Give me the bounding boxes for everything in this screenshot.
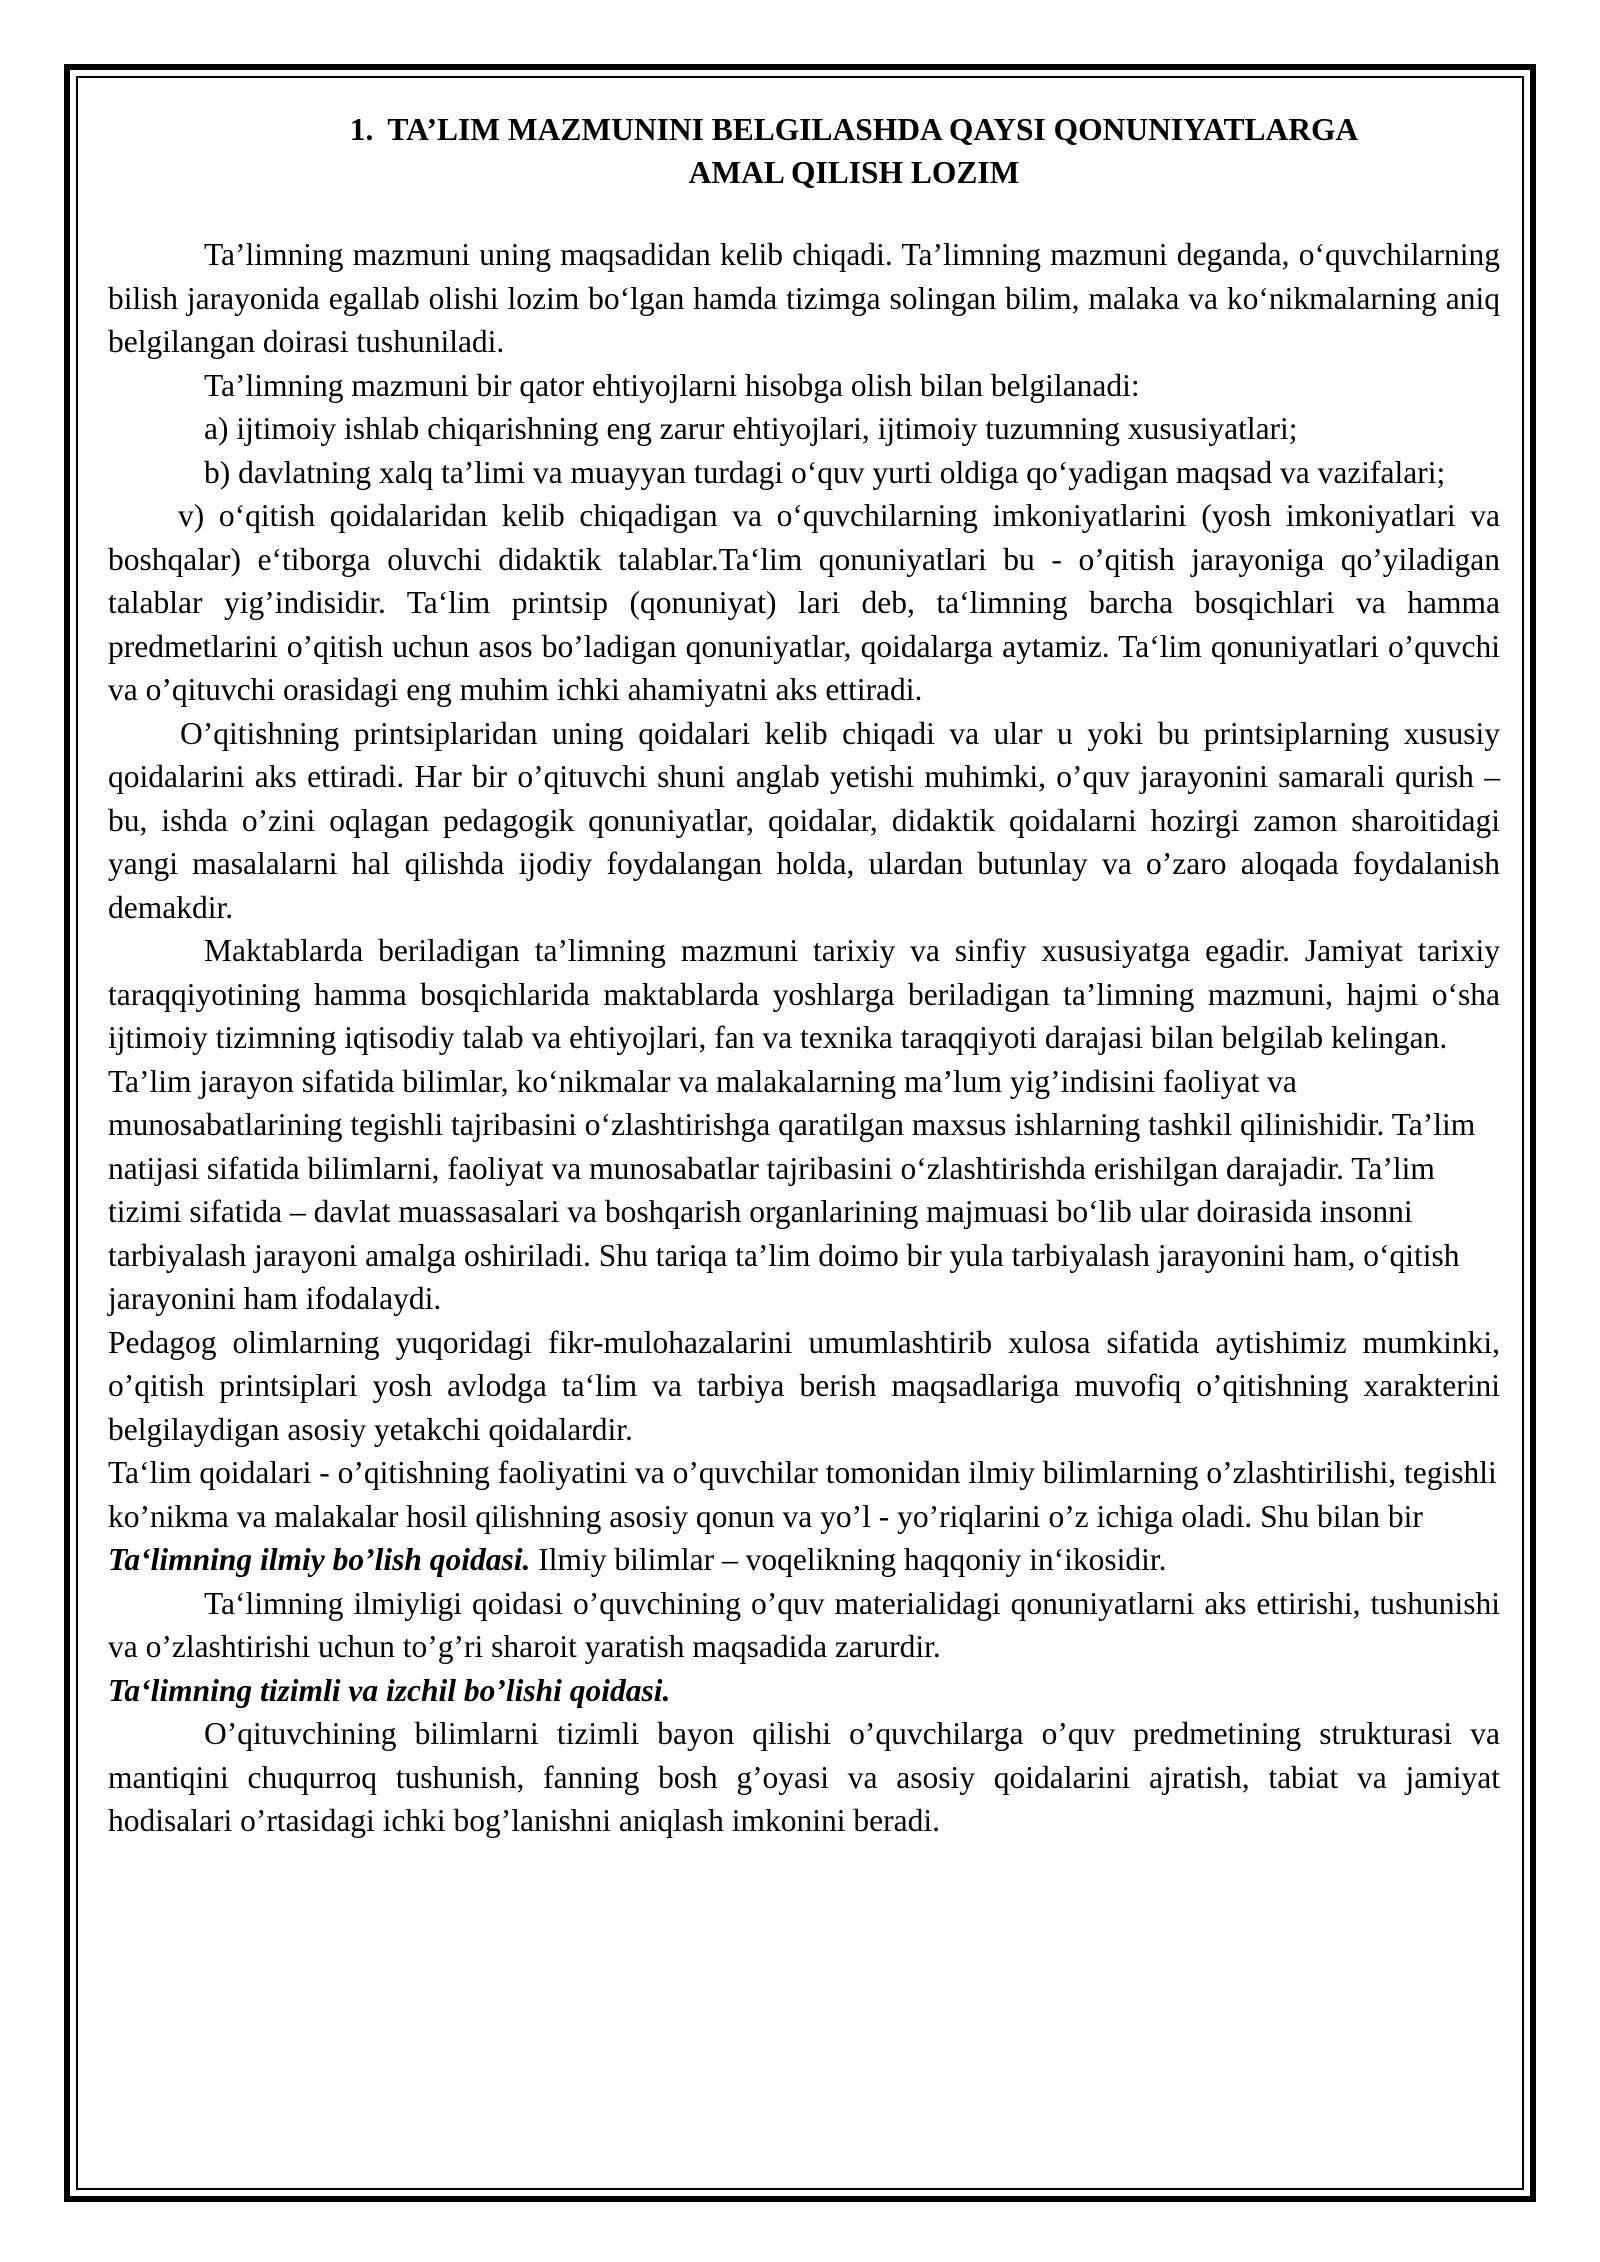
- section-1: [108, 1538, 1500, 1582]
- paragraph-conclusion: Pedagog olimlarning yuqoridagi fikr-mulohazalarini umumlashtirib xulosa sifatida aytishimiz mumkinki, o’qitish printsiplari yosh avlodga ta‘lim va tarbiya berish maqsadlariga muvofiq o’qitishning xarakterini belgilaydigan asosiy yetakchi qoidalardir.: [108, 1324, 1500, 1447]
- title-line-2: AMAL QILISH LOZIM: [688, 155, 1020, 190]
- section-2-text: O’qituvchining bilimlarni tizimli bayon qilishi o’quvchilarga o’quv predmetining strukturasi va mantiqini chuqurroq tushunish, fanning bosh g’oyasi va asosiy qoidalarini ajratish, tabiat va jamiyat hodisalari o’rtasidagi ichki bog’lanishni aniqlash imkonini beradi.: [108, 1716, 1500, 1838]
- paragraph-1: Ta’limning mazmuni uning maqsadidan kelib chiqadi. Ta’limning mazmuni deganda, o‘quvchilarning bilish jarayonida egallab olishi lozim bo‘lgan hamda tizimga solingan bilim, malaka va ko‘nikmalarning aniq belgilangan doirasi tushuniladi.: [108, 237, 1500, 359]
- list-item-v: v) o‘qitish qoidalaridan kelib chiqadigan va o‘quvchilarning imkoniyatlarini (yosh imkoniyatlari va boshqalar) e‘tiborga oluvchi didaktik talablar.Ta‘lim qonuniyatlari bu - o’qitish jarayoniga qo’yiladigan talablar yig’indisidir. Ta‘lim printsip (qonuniyat) lari deb, ta‘limning barcha bosqichlari va hamma predmetlarini o’qitish uchun asos bo’ladigan qonuniyatlar, qoidalarga aytamiz. Ta‘lim qonuniyatlari o’quvchi va o’qituvchi orasidagi eng muhim ichki ahamiyatni aks ettiradi.: [108, 498, 1500, 707]
- paragraph-principles: O’qitishning printsiplaridan uning qoidalari kelib chiqadi va ular u yoki bu printsiplarning xususiy qoidalarini aks ettiradi. Har bir o’qituvchi shuni anglab yetishi muhimki, o’quv jarayonini samarali qurish – bu, ishda o’zini oqlagan pedagogik qonuniyatlar, qoidalar, didaktik qoidalarni hozirgi zamon sharoitidagi yangi masalalarni hal qilishda ijodiy foydalangan holda, ulardan butunlay va o’zaro aloqada foydalanish demakdir.: [108, 715, 1500, 925]
- section-1-lead: Ilmiy bilimlar – voqelikning haqqoniy in‘ikosidir.: [530, 1542, 1167, 1577]
- section-1-text: Ta‘limning ilmiyligi qoidasi o’quvchining o’quv materialidagi qonuniyatlarni aks ettirishi, tushunishi va o’zlashtirishi uchun to’g’ri sharoit yaratish maqsadida zarurdir.: [108, 1585, 1500, 1664]
- section-1-heading: Ta‘limning ilmiy bo’lish qoidasi.: [108, 1542, 531, 1577]
- section-2: [108, 1669, 1500, 1713]
- list-item-a: a) ijtimoiy ishlab chiqarishning eng zarur ehtiyojlari, ijtimoiy tuzumning xususiyatlari;: [204, 411, 1298, 446]
- list-item-b: b) davlatning xalq ta’limi va muayyan turdagi o‘quv yurti oldiga qo‘yadigan maqsad va vazifalari;: [204, 454, 1446, 490]
- section-2-heading: Ta‘limning tizimli va izchil bo’lishi qoidasi.: [108, 1672, 671, 1708]
- title-line-1: TA’LIM MAZMUNINI BELGILASHDA QAYSI QONUNIYATLARGA: [387, 112, 1359, 147]
- paragraph-process: Ta’lim jarayon sifatida bilimlar, ko‘nikmalar va malakalarning ma’lum yig’indisini faoliyat va munosabatlarining tegishli tajribasini o‘zlashtirishga qaratilgan maxsus ishlarning tashkil qilinishidir. Ta’lim natijasi sifatida bilimlarni, faoliyat va munosabatlar tajribasini o‘zlashtirishda erishilgan darajadir. Ta’lim tizimi sifatida – davlat muassasalari va boshqarish organlarining majmuasi bo‘lib ular doirasida insonni tarbiyalash jarayoni amalga oshiriladi. Shu tariqa ta’lim doimo bir yula tarbiyalash jarayonini ham, o‘qitish jarayonini ham ifodalaydi.: [108, 1063, 1476, 1316]
- document-title: [108, 108, 1500, 194]
- paragraph-schools: Maktablarda beriladigan ta’limning mazmuni tarixiy va sinfiy xususiyatga egadir. Jamiyat tarixiy taraqqiyotining hamma bosqichlarida maktablarda yoshlarga beriladigan ta’limning mazmuni, hajmi o‘sha ijtimoiy tizimning iqtisodiy talab va ehtiyojlari, fan va texnika taraqqiyoti darajasi bilan belgilab kelingan.: [108, 933, 1500, 1055]
- title-number: 1.: [349, 112, 374, 147]
- paragraph-rules: Ta‘lim qoidalari - o’qitishning faoliyatini va o’quvchilar tomonidan ilmiy bilimlarning o’zlashtirilishi, tegishli ko’nikma va malakalar hosil qilishning asosiy qonun va yo’l - yo’riqlarini o’z ichiga oladi. Shu bilan bir: [108, 1455, 1497, 1534]
- document-body: [108, 108, 1500, 1843]
- paragraph-2: Ta’limning mazmuni bir qator ehtiyojlarni hisobga olish bilan belgilanadi:: [204, 367, 1140, 403]
